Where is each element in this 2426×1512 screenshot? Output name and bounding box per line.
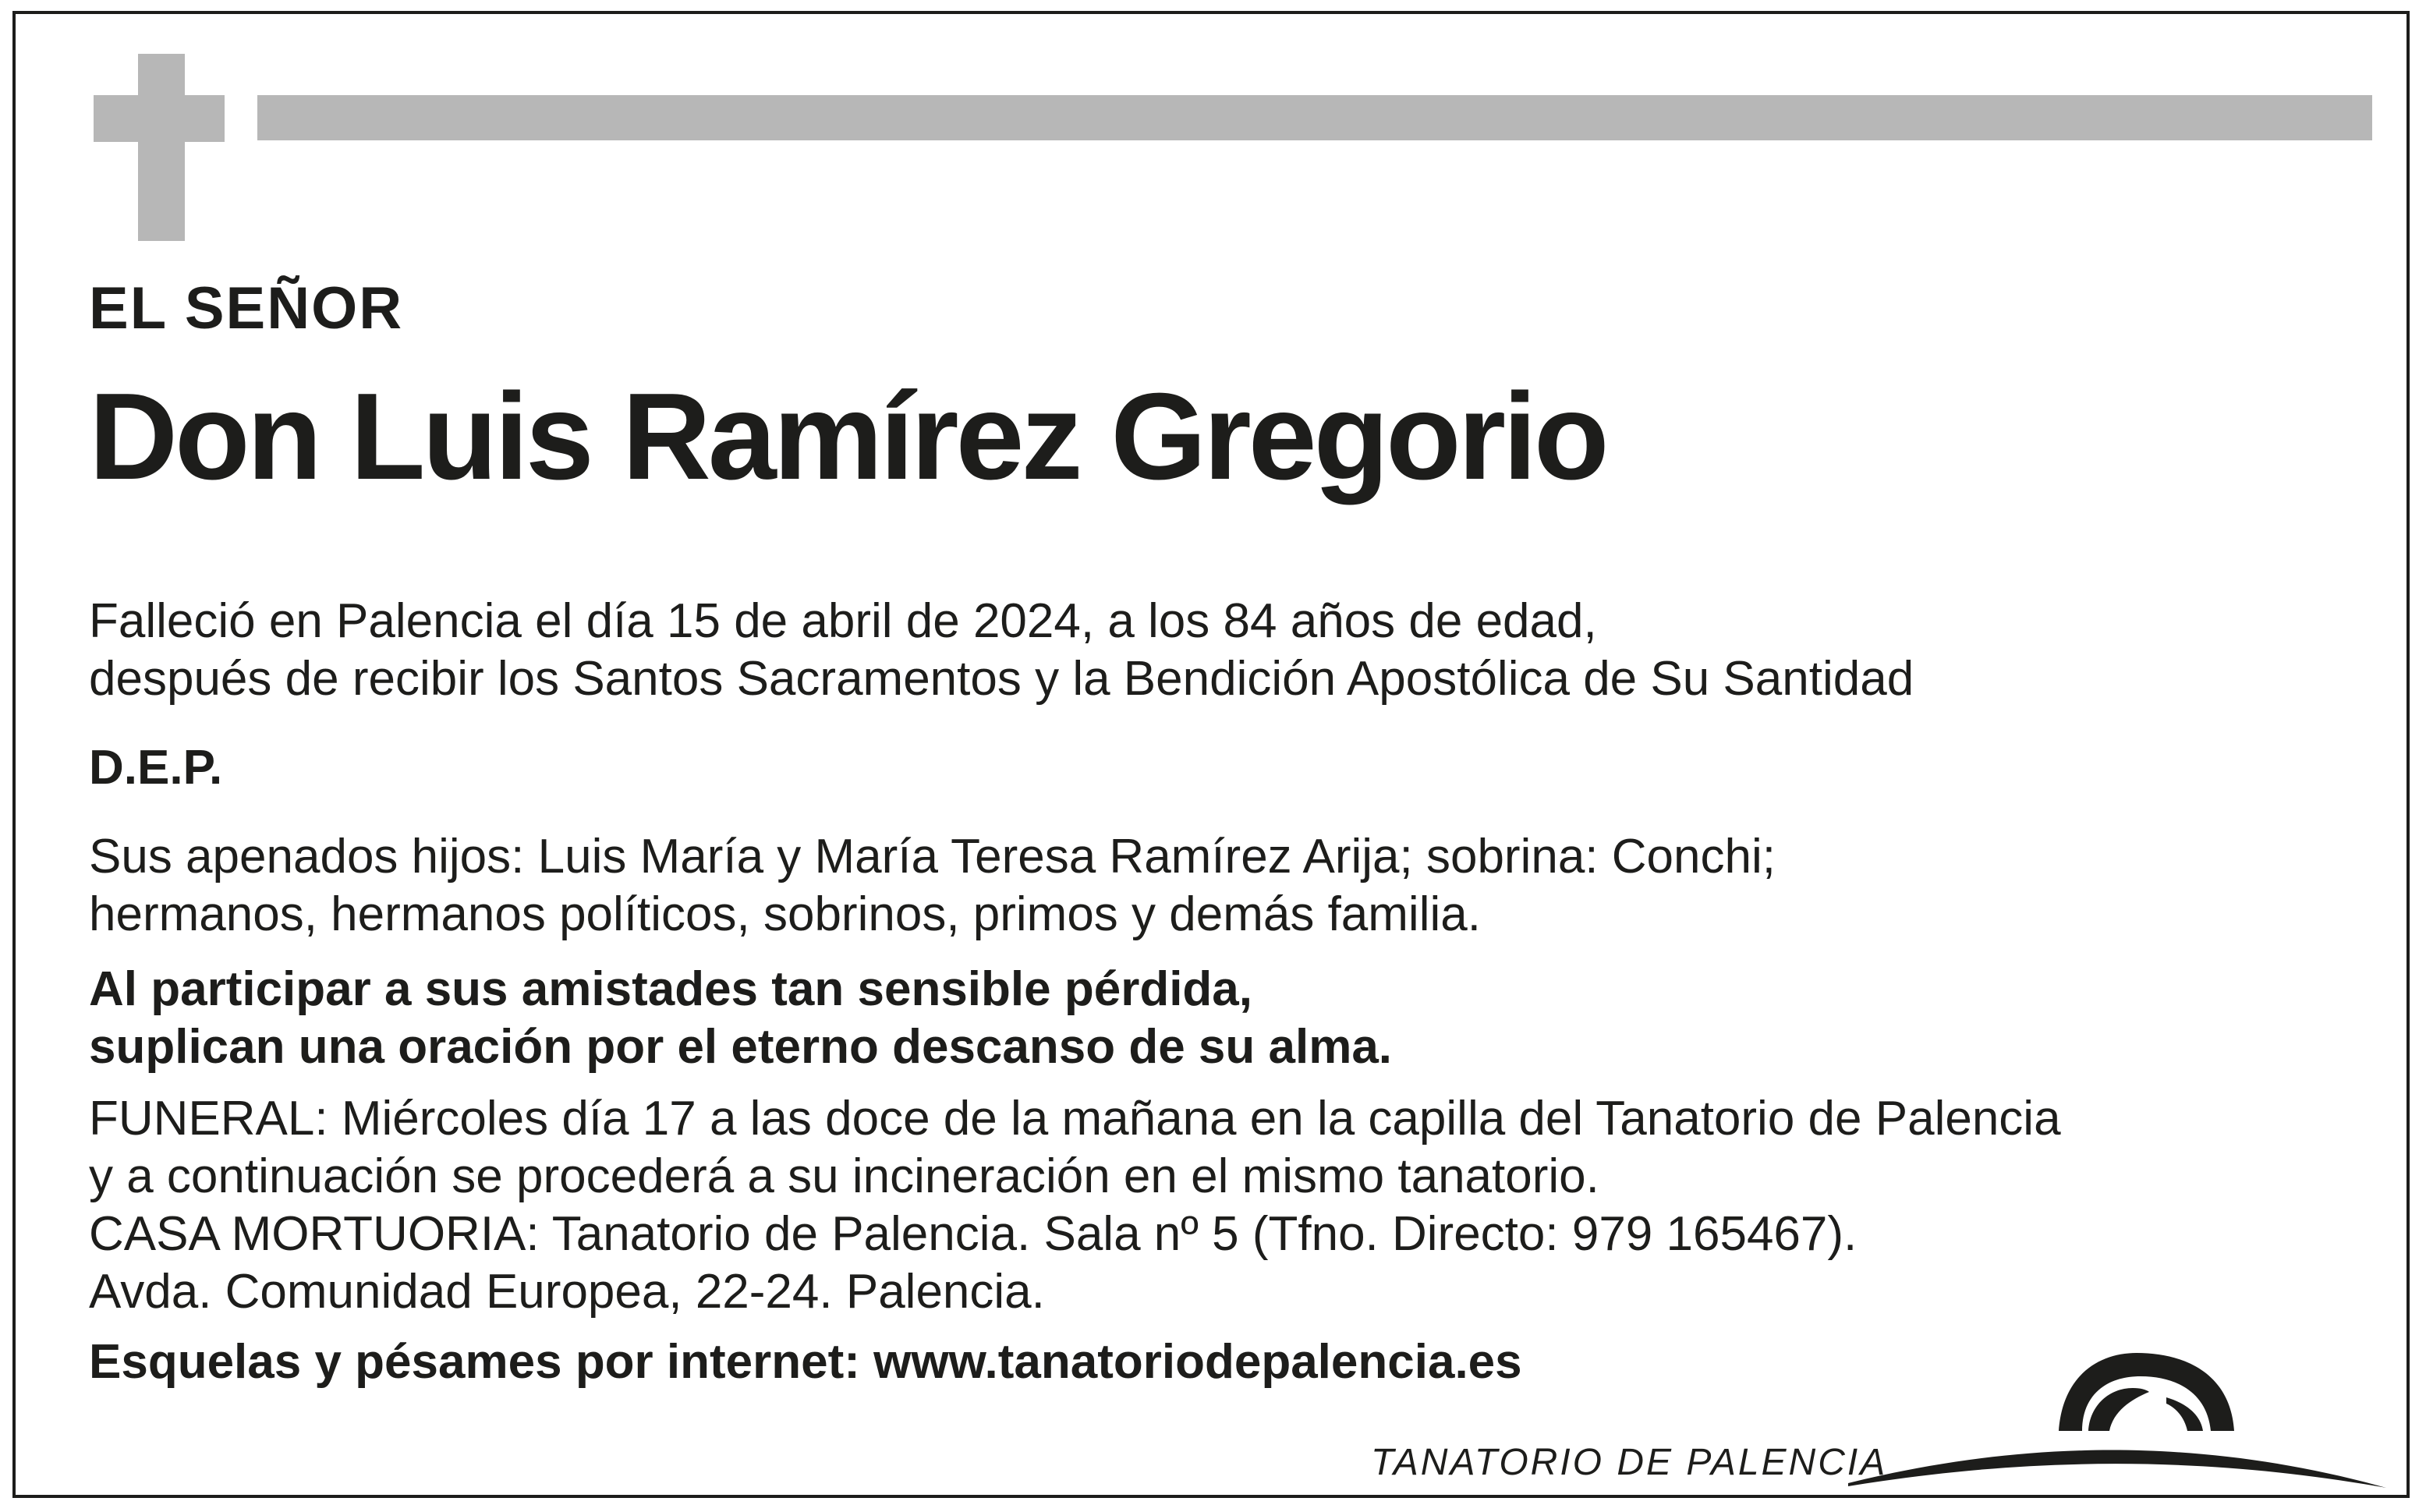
family-line-1: Sus apenados hijos: Luis María y María Teresa Ramírez Arija; sobrina: Conchi; bbox=[89, 830, 1776, 883]
funeral-line-2: y a continuación se procederá a su incineración en el mismo tanatorio. bbox=[89, 1149, 1599, 1203]
funeral-details bbox=[89, 1090, 2061, 1321]
logo-wordmark: TANATORIO DE PALENCIA bbox=[1371, 1442, 1888, 1483]
tanatorio-dome-logo-icon bbox=[1840, 1333, 2386, 1497]
funeral-line-4: Avda. Comunidad Europea, 22-24. Palencia. bbox=[89, 1265, 1045, 1319]
death-announcement bbox=[89, 593, 1914, 708]
salutation: EL SEÑOR bbox=[89, 275, 404, 342]
logo-dome-inner bbox=[2088, 1388, 2149, 1431]
logo-dome-right bbox=[2166, 1397, 2203, 1431]
death-line-2: después de recibir los Santos Sacramentos y la Bendición Apostólica de Su Santidad bbox=[89, 652, 1914, 706]
funeral-line-3: CASA MORTUORIA: Tanatorio de Palencia. Sala nº 5 (Tfno. Directo: 979 165467). bbox=[89, 1207, 1858, 1261]
funeral-line-1: FUNERAL: Miércoles día 17 a las doce de la mañana en la capilla del Tanatorio de Palencia bbox=[89, 1092, 2061, 1146]
request-line-2: suplican una oración por el eterno descanso de su alma. bbox=[89, 1020, 1393, 1074]
death-line-1: Falleció en Palencia el día 15 de abril de 2024, a los 84 años de edad, bbox=[89, 594, 1597, 648]
website-line: Esquelas y pésames por internet: www.tanatoriodepalencia.es bbox=[89, 1335, 1522, 1389]
family-paragraph bbox=[89, 828, 1776, 944]
prayer-request bbox=[89, 961, 1392, 1076]
cross-icon-horizontal bbox=[94, 95, 225, 142]
deceased-name: Don Luis Ramírez Gregorio bbox=[89, 368, 1606, 505]
family-line-2: hermanos, hermanos políticos, sobrinos, primos y demás familia. bbox=[89, 887, 1481, 941]
dep-label: D.E.P. bbox=[89, 741, 223, 795]
cross-icon-vertical bbox=[138, 54, 185, 241]
logo-horizon-swoosh bbox=[1848, 1450, 2386, 1488]
request-line-1: Al participar a sus amistades tan sensible pérdida, bbox=[89, 962, 1252, 1016]
header-gray-bar bbox=[257, 95, 2372, 140]
